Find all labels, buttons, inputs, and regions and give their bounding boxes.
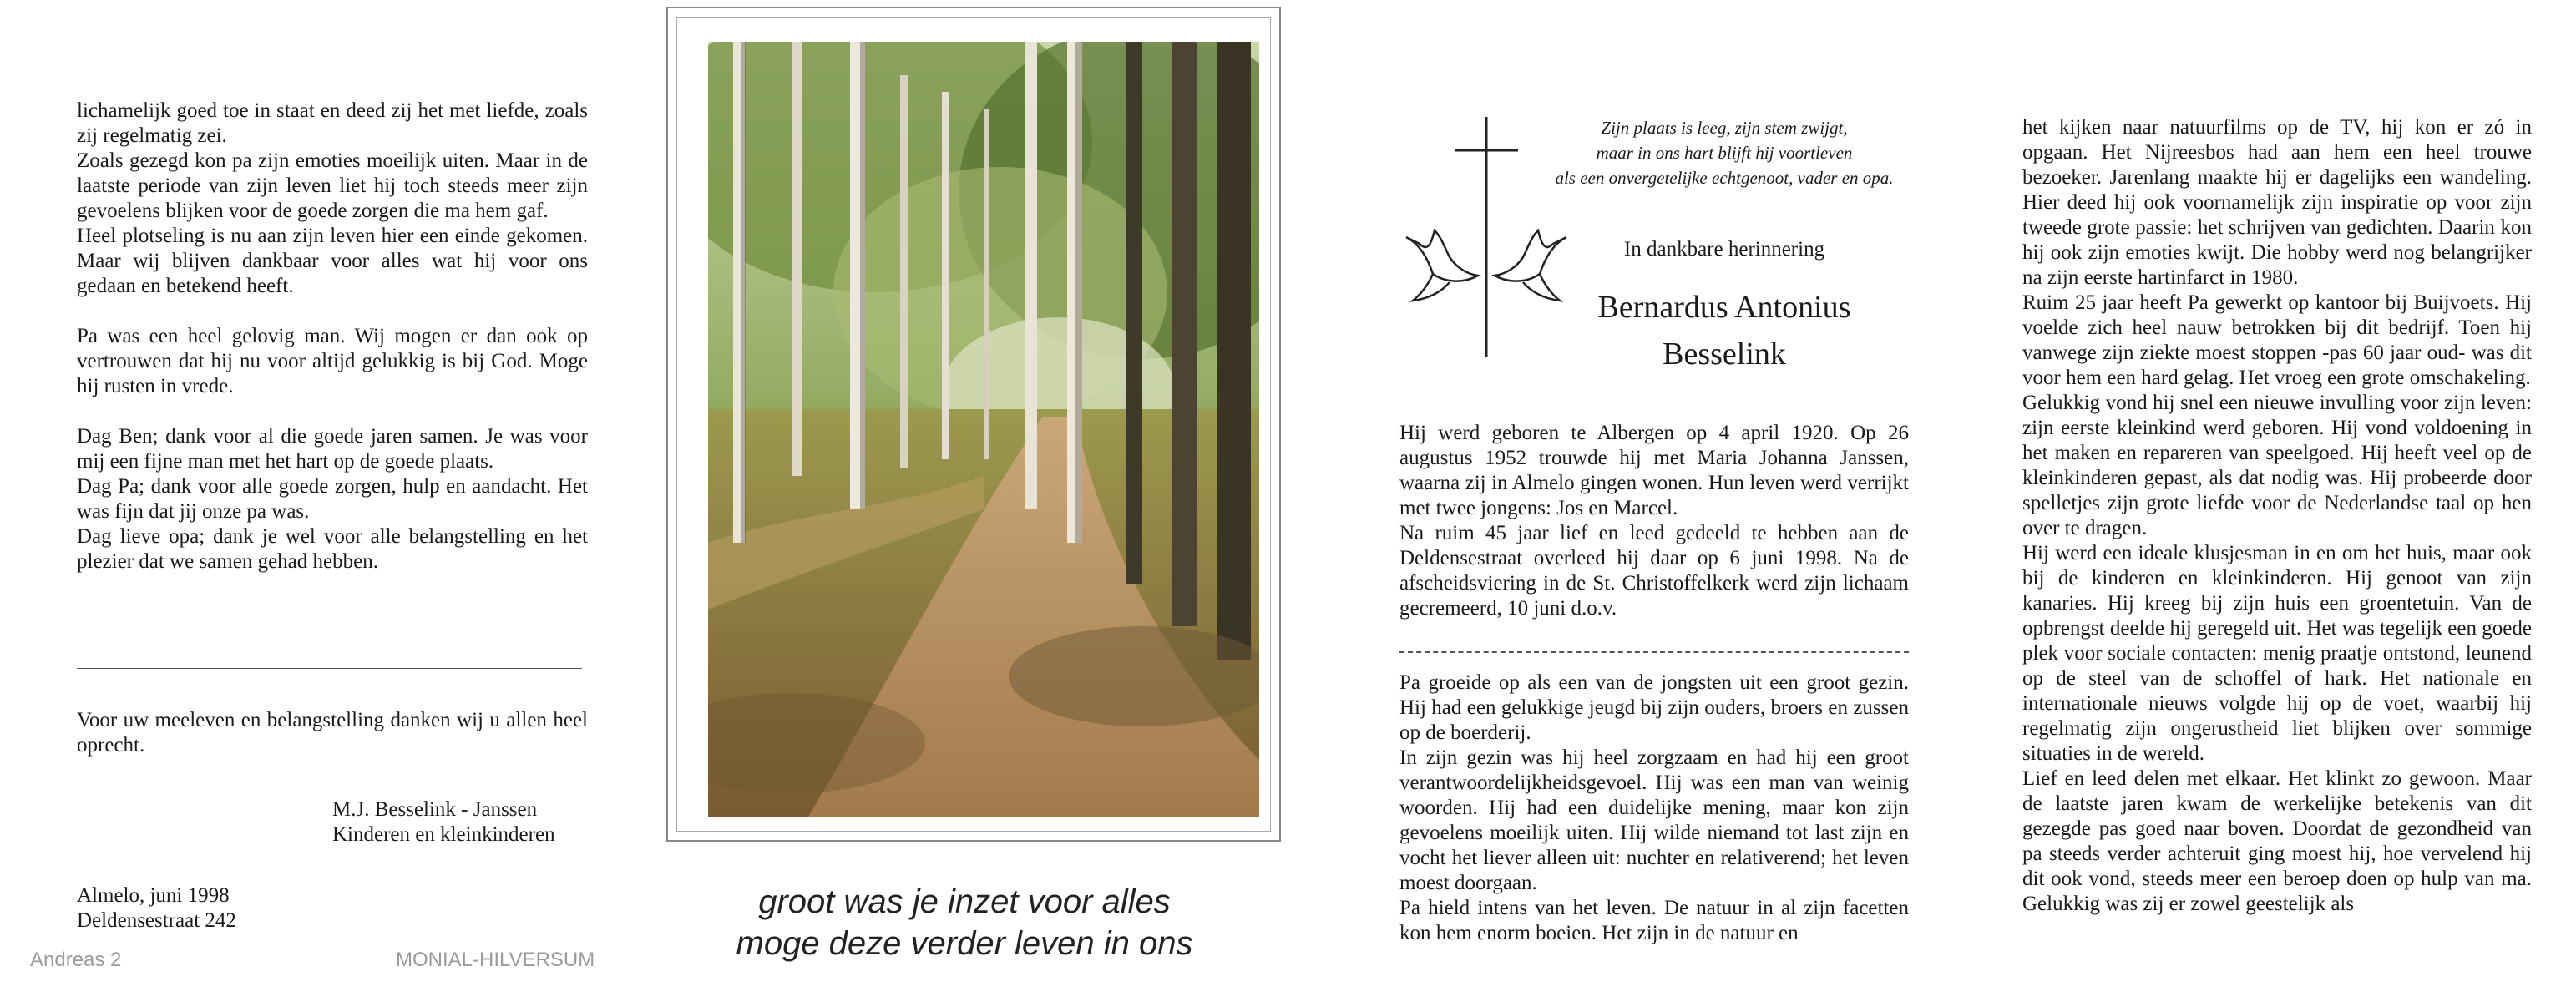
paragraph: Dag Ben; dank voor al die goede jaren samen. Je was voor mij een fijne man met het hart op de goede plaats. — [77, 425, 588, 473]
thanks-text: Voor uw meeleven en belangstelling danken wij u allen heel oprecht. — [77, 709, 588, 757]
paragraph: Hij werd een ideale klusjesman in en om het huis, maar ook bij de kinderen en kleinkinderen. Hij genoot van zijn kanaries. Hij kreeg bij zijn huis een groentetuin. Van de opbrengst deelde hij geregeld uit. Het was tegelijk een goede plek voor sociale contacten: menig praatje ontstond, leunend op de steel van de schoffel of hark. Het nationale en internationale nieuws volgde hij op de voet, waarbij hij regelmatig zijn ongerustheid liet blijken over sommige situaties in de wereld. — [2022, 542, 2532, 765]
name-last: Besselink — [1663, 337, 1786, 372]
address: Deldensestraat 242 — [77, 909, 236, 932]
paragraph: lichamelijk goed toe in staat en deed zij het met liefde, zoals zij regelmatig zei. — [77, 99, 588, 147]
verse-line: maar in ons hart blijft hij voortleven — [1596, 143, 1853, 163]
divider — [77, 668, 582, 669]
closing-text — [77, 99, 588, 574]
forest-path-photo — [708, 42, 1259, 817]
panel-memorial — [1294, 0, 1937, 1002]
paragraph: Pa groeide op als een van de jongsten uit een groot gezin. Hij had een gelukkige jeugd bij zijn ouders, broers en zussen op de boerderij. — [1399, 671, 1909, 744]
verse-line: Zijn plaats is leeg, zijn stem zwijgt, — [1601, 118, 1848, 138]
paragraph: Na ruim 45 jaar lief en leed gedeeld te hebben aan de Deldensestraat overleed hij daar op 6 juni 1998. Na de afscheidsviering in de St. Christoffelkerk werd zijn lichaam gecremeerd, 10 juni d.o.v. — [1399, 522, 1909, 620]
dashed-divider — [1399, 651, 1909, 653]
place-block — [77, 883, 344, 934]
signature-name: M.J. Besselink - Janssen — [332, 798, 538, 821]
paragraph: Hij werd geboren te Albergen op 4 april 1920. Op 26 augustus 1952 trouwde hij met Maria Johanna Janssen, waarna zij in Almelo gingen wonen. Hun leven werd verrijkt met twee jongens: Jos en Marcel. — [1399, 422, 1909, 519]
panel-left — [0, 0, 635, 1002]
paragraph: Lief en leed delen met elkaar. Het klinkt zo gewoon. Maar de laatste jaren kwam de werkelijke betekenis van dit gezegde pas goed naar boven. Doordat de gezondheid van pa steeds verder achteruit ging moest hij, hoe vervelend hij dit ook vond, steeds meer een beroep doen op hulp van ma. Gelukkig was zij er zowel geestelijk als — [2022, 767, 2532, 915]
card-code-left: Andreas 2 — [30, 949, 122, 971]
verse-line: als een onvergetelijke echtgenoot, vader en opa. — [1555, 168, 1894, 188]
panel-right — [1937, 0, 2576, 1002]
paragraph: Pa hield intens van het leven. De natuur in al zijn facetten kon hem enorm boeien. Het zijn in de natuur en — [1399, 897, 1909, 944]
signature-family: Kinderen en kleinkinderen — [332, 823, 555, 846]
verse — [1545, 115, 1904, 190]
signature — [332, 797, 600, 848]
paragraph: Pa was een heel gelovig man. Wij mogen er dan ook op vertrouwen dat hij nu voor altijd gelukkig is bij God. Moge hij rusten in vrede. — [77, 325, 588, 397]
paragraph: Zoals gezegd kon pa zijn emoties moeilijk uiten. Maar in de laatste periode van zijn leven liet hij toch steeds meer zijn gevoelens blijken voor de goede zorgen die ma hem gaf. — [77, 149, 588, 222]
paragraph: Ruim 25 jaar heeft Pa gewerkt op kantoor bij Buijvoets. Hij voelde zich heel nauw betrokken bij dit bedrijf. Toen hij vanwege zijn ziekte moest stoppen -pas 60 jaar oud- was dit voor hem een hard gelag. Het vroeg een grote omschakeling. — [2022, 291, 2532, 389]
paragraph: Gelukkig vond hij snel een nieuwe invulling voor zijn leven: zijn eerste kleinkind werd geboren. Hij vond voldoening in het maken en repareren van speelgoed. Hij heeft veel op de kleinkinderen gepast, als dat nodig was. Hij probeerde door spelletjes zijn grote liefde voor de Nederlandse taal op hen over te dragen. — [2022, 392, 2532, 539]
biography — [1399, 421, 1909, 621]
caption-line: groot was je inzet voor alles — [758, 883, 1171, 920]
caption — [635, 881, 1294, 964]
cross-icon — [1455, 117, 1518, 357]
paragraph: Dag Pa; dank voor alle goede zorgen, hulp en aandacht. Het was fijn dat jij onze pa was. — [77, 475, 588, 523]
place-date: Almelo, juni 1998 — [77, 884, 230, 907]
deceased-name — [1545, 284, 1904, 377]
memory-heading: In dankbare herinnering — [1623, 238, 1825, 261]
paragraph: In zijn gezin was hij heel zorgzaam en had hij een groot verantwoordelijkheidsgevoel. Hij was een man van weinig woorden. Hij had een duidelijke mening, maar kon zijn gevoelens moeilijk uiten. Hij wilde niemand tot last zijn en vocht het liever alleen uit: nuchter en relativerend; het leven moest doorgaan. — [1399, 746, 1909, 894]
life-story-continued — [2022, 115, 2532, 917]
caption-line: moge deze verder leven in ons — [736, 925, 1193, 962]
panel-photo — [635, 0, 1294, 1002]
paragraph: Dag lieve opa; dank je wel voor alle belangstelling en het plezier dat we samen gehad hebben. — [77, 525, 588, 573]
printer-code: MONIAL-HILVERSUM — [396, 949, 595, 971]
name-first: Bernardus Antonius — [1597, 290, 1851, 325]
paragraph: het kijken naar natuurfilms op de TV, hij kon er zó in opgaan. Het Nijreesbos had aan hem een heel trouwe bezoeker. Jarenlang maakte hij er dagelijks een wandeling. Hier deed hij ook voornamelijk zijn inspiratie op voor zijn tweede grote passie: het schrijven van gedichten. Daarin kon hij ook zijn emoties kwijt. Die hobby werd nog belangrijker na zijn eerste hartinfarct in 1980. — [2022, 116, 2532, 289]
paragraph: Heel plotseling is nu aan zijn leven hier een einde gekomen. Maar wij blijven dankbaar voor alles wat hij voor ons gedaan en betekend heeft. — [77, 225, 588, 297]
life-story — [1399, 671, 1909, 946]
